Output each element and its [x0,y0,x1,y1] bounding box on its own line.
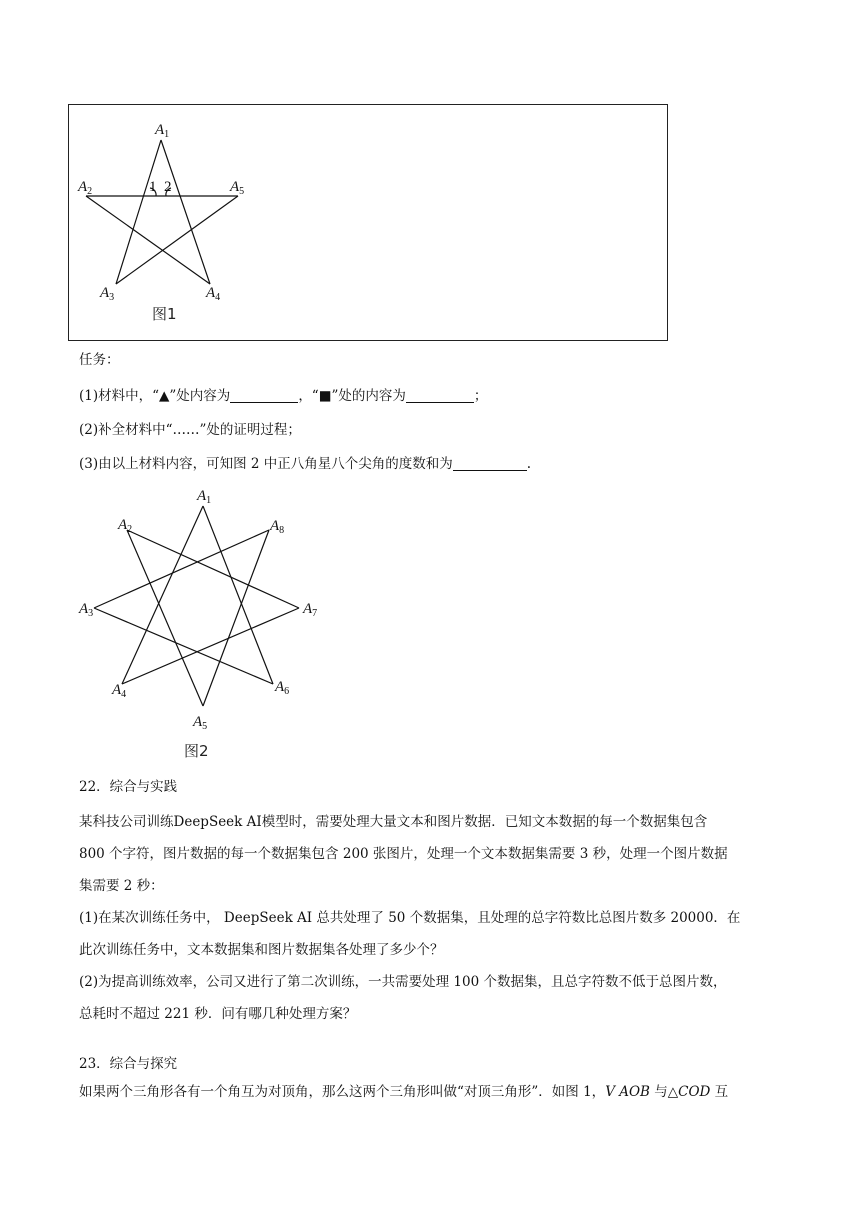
task-3-end: . [526,456,532,472]
q23-text: 如果两个三角形各有一个角互为对顶角，那么这两个三角形叫做“对顶三角形”．如图 1， [79,1084,606,1100]
q23-line1 [79,1082,728,1102]
edge-a7-a2 [127,530,299,608]
q22-line1: 某科技公司训练DeepSeek AI模型时，需要处理大量文本和图片数据．已知文本数据的每一个数据集包含 [79,814,708,830]
figure1-caption: 图1 [152,305,177,323]
edge-a5-a8 [203,530,269,706]
task-3-text: (3)由以上材料内容，可知图 2 中正八角星八个尖角的度数和为 [79,456,453,472]
q23-title: 23．综合与探究 [79,1056,178,1072]
edge-a3-a6 [94,608,273,684]
q23-triangle-cod: COD [678,1084,711,1100]
edge-a2-a5 [127,530,203,706]
edge-a4-a7 [122,608,299,684]
q22-part2-line1: (2)为提高训练效率，公司又进行了第二次训练，一共需要处理 100 个数据集，且总字符数不低于总图片数， [79,974,727,990]
point-a4: $A_4$ [112,682,127,700]
edge-a1-a3 [116,140,161,284]
figure2 [74,484,334,774]
point-a8: $A_8$ [270,518,285,536]
octagram-diagram [74,484,334,774]
edge-a4-a1 [161,140,210,284]
task-1-text: (1)材料中，“▲”处内容为 [79,388,231,404]
point-a7: $A_7$ [303,601,318,619]
q22-part1-line2: 此次训练任务中，文本数据集和图片数据集各处理了多少个？ [79,942,444,958]
edge-a2-a4 [86,196,210,284]
task-1-blank-a[interactable] [230,387,298,403]
q22-part2-line2: 总耗时不超过 221 秒．问有哪几种处理方案？ [79,1006,357,1022]
edge-a3-a5 [116,196,238,284]
angle-2-label: 2 [164,179,172,195]
q22-line3: 集需要 2 秒： [79,878,164,894]
tasks-heading: 任务： [79,352,120,368]
q22-part1-line1: (1)在某次训练任务中， DeepSeek AI 总共处理了 50 个数据集，且处理的总字符数比总图片数多 20000．在 [79,910,741,926]
task-1 [79,386,487,406]
edge-a8-a3 [94,530,269,608]
point-a1: $A_1$ [197,488,212,506]
point-a3: $A_3$ [100,285,115,303]
task-1-mid: ，“■”处的内容为 [298,388,406,404]
point-a4: $A_4$ [206,285,221,303]
task-3 [79,454,531,474]
figure2-caption: 图2 [184,742,209,760]
q22-line2: 800 个字符，图片数据的每一个数据集包含 200 张图片，处理一个文本数据集需要 3 秒，处理一个图片数据 [79,846,728,862]
task-2: (2)补全材料中“……”处的证明过程； [79,422,301,438]
q23-mid: 与△ [649,1084,679,1100]
point-a2: $A_2$ [118,517,133,535]
point-a1: $A_1$ [155,122,170,140]
q22-statement [79,806,799,1030]
point-a6: $A_6$ [275,679,290,697]
angle-1-label: 1 [149,179,157,195]
point-a5: $A_5$ [193,714,208,732]
point-a5: $A_5$ [230,179,245,197]
task-3-blank[interactable] [453,455,527,471]
q23-triangle-aob: V AOB [605,1084,650,1100]
q23-end: 互 [710,1084,729,1100]
task-1-blank-b[interactable] [406,387,474,403]
figure1 [70,116,270,326]
task-1-end: ； [473,388,488,404]
point-a2: $A_2$ [78,179,93,197]
q22-title: 22．综合与实践 [79,779,178,795]
point-a3: $A_3$ [79,601,94,619]
pentagram-diagram [70,116,270,326]
